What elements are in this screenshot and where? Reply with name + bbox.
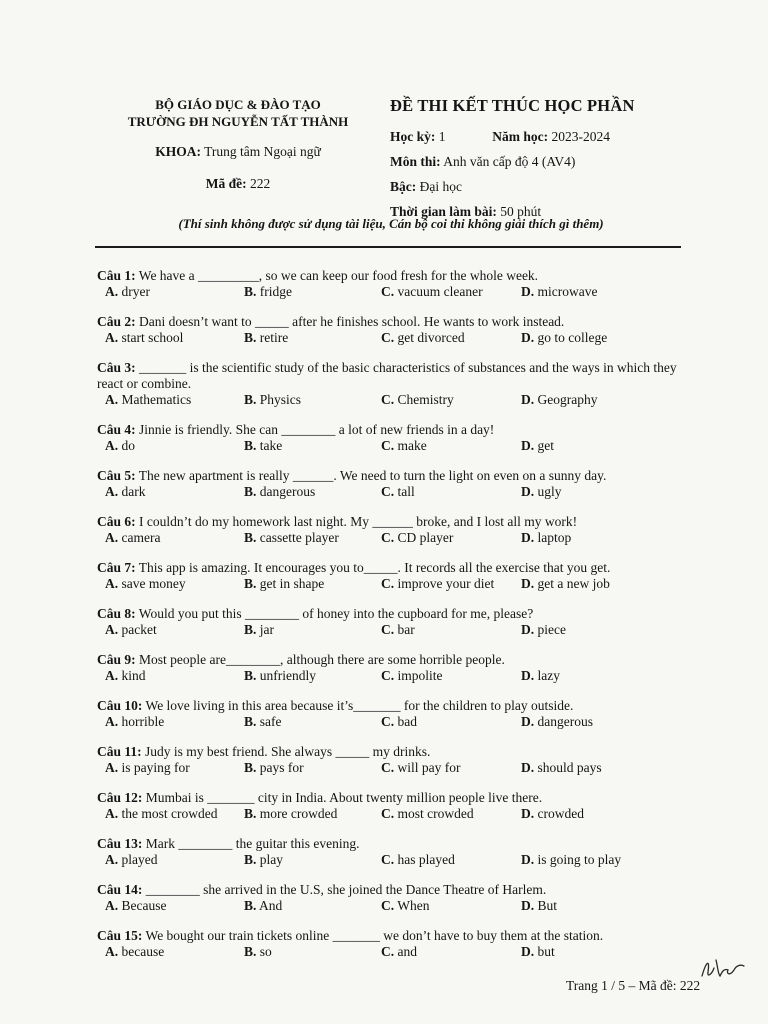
question-number: Câu 4: [97,422,136,437]
answer-option-c[interactable] [381,898,430,914]
answer-option-b[interactable] [244,576,324,592]
question-stem [97,698,697,714]
question-number: Câu 3: [97,360,136,375]
school-year-value: 2023-2024 [551,129,610,144]
question-15 [97,928,697,960]
question-stem [97,928,697,944]
option-text: microwave [534,284,598,299]
option-letter: A. [105,898,119,913]
answer-options [97,898,697,914]
question-text: We bought our train tickets online _______ we don’t have to buy them at the station. [145,928,604,943]
question-13 [97,836,697,868]
option-text: improve your diet [394,576,495,591]
answer-option-b[interactable] [244,330,288,346]
option-letter: C. [381,484,395,499]
option-letter: A. [105,484,119,499]
question-stem [97,468,697,484]
answer-option-c[interactable] [381,392,454,408]
option-text: played [118,852,158,867]
question-number: Câu 11: [97,744,142,759]
option-text: most crowded [394,806,474,821]
option-letter: A. [105,806,119,821]
option-letter: B. [244,438,257,453]
option-text: But [534,898,558,913]
question-number: Câu 12: [97,790,143,805]
option-text: jar [256,622,275,637]
question-stem [97,560,697,576]
option-letter: D. [521,484,535,499]
option-letter: D. [521,438,535,453]
option-letter: D. [521,330,535,345]
option-letter: A. [105,852,119,867]
answer-options [97,484,697,500]
option-text: the most crowded [118,806,218,821]
option-text: laptop [534,530,572,545]
level-label: Bậc: [390,179,417,194]
question-stem [97,422,697,438]
question-text: We have a _________, so we can keep our food fresh for the whole week. [138,268,539,283]
question-text: ________ she arrived in the U.S, she joined the Dance Theatre of Harlem. [145,882,547,897]
option-text: Mathematics [118,392,192,407]
duration-label: Thời gian làm bài: [390,204,497,219]
question-text: Mumbai is _______ city in India. About twenty million people live there. [145,790,543,805]
answer-options [97,622,697,638]
option-letter: B. [244,806,257,821]
option-text: play [256,852,284,867]
option-text: retire [256,330,289,345]
duration-value: 50 phút [500,204,542,219]
question-number: Câu 13: [97,836,143,851]
header-left [118,96,358,192]
question-number: Câu 15: [97,928,143,943]
answer-option-c[interactable] [381,852,455,868]
option-letter: A. [105,392,119,407]
answer-options [97,284,697,300]
answer-option-d[interactable] [521,898,557,914]
question-text: Dani doesn’t want to _____ after he finishes school. He wants to work instead. [139,314,565,329]
option-text: And [256,898,283,913]
question-8 [97,606,697,638]
answer-option-a[interactable] [105,806,217,822]
question-stem [97,882,697,898]
option-text: Physics [256,392,302,407]
answer-option-b[interactable] [244,530,339,546]
question-number: Câu 6: [97,514,136,529]
question-number: Câu 2: [97,314,136,329]
option-text: dangerous [534,714,593,729]
option-text: bad [394,714,417,729]
answer-option-a[interactable] [105,484,146,500]
question-stem [97,314,697,330]
semester-line [390,124,710,149]
answer-option-b[interactable] [244,714,282,730]
option-text: pays for [256,760,304,775]
question-text: The new apartment is really ______. We need to turn the light on even on a sunny day. [138,468,607,483]
option-letter: D. [521,576,535,591]
answer-option-c[interactable] [381,622,415,638]
answer-option-c[interactable] [381,944,417,960]
question-14 [97,882,697,914]
option-text: Geography [534,392,598,407]
question-text: Jinnie is friendly. She can ________ a lot of new friends in a day! [139,422,495,437]
handwritten-initials [698,954,746,982]
option-text: Because [118,898,167,913]
question-stem [97,744,697,760]
option-letter: D. [521,668,535,683]
option-text: unfriendly [256,668,317,683]
option-letter: C. [381,852,395,867]
exam-instructions: (Thí sinh không được sử dụng tài liệu, Cán bộ coi thi không giải thích gì thêm) [178,216,604,231]
option-letter: B. [244,484,257,499]
option-text: make [394,438,427,453]
university-name: TRƯỜNG ĐH NGUYỄN TẤT THÀNH [127,114,349,129]
answer-option-d[interactable] [521,852,621,868]
option-text: cassette player [256,530,339,545]
question-1 [97,268,697,300]
option-letter: B. [244,284,257,299]
answer-options [97,944,697,960]
option-text: do [118,438,135,453]
answer-option-c[interactable] [381,284,483,300]
faculty-line [118,144,358,160]
level-value: Đại học [419,179,462,194]
option-letter: B. [244,898,257,913]
answer-option-c[interactable] [381,760,461,776]
question-number: Câu 14: [97,882,143,897]
question-3 [97,360,697,408]
answer-option-d[interactable] [521,668,560,684]
question-9 [97,652,697,684]
answer-option-a[interactable] [105,576,186,592]
option-text: piece [534,622,566,637]
option-text: crowded [534,806,584,821]
answer-options [97,714,697,730]
option-letter: C. [381,944,395,959]
option-text: take [256,438,283,453]
answer-option-b[interactable] [244,760,304,776]
option-letter: A. [105,944,119,959]
option-text: When [394,898,430,913]
question-number: Câu 1: [97,268,136,283]
answer-option-c[interactable] [381,438,427,454]
answer-option-d[interactable] [521,714,593,730]
header-right [390,96,710,224]
question-4 [97,422,697,454]
option-letter: B. [244,760,257,775]
option-text: fridge [256,284,292,299]
option-letter: C. [381,806,395,821]
answer-option-b[interactable] [244,898,282,914]
option-text: but [534,944,555,959]
answer-options [97,668,697,684]
answer-option-b[interactable] [244,668,316,684]
option-text: packet [118,622,157,637]
option-letter: A. [105,714,119,729]
answer-options [97,530,697,546]
question-stem [97,652,697,668]
question-list [97,268,697,974]
question-stem [97,606,697,622]
answer-option-a[interactable] [105,530,160,546]
faculty-label: KHOA: [155,144,201,159]
option-text: get [534,438,554,453]
header-divider [95,246,681,248]
answer-option-d[interactable] [521,438,554,454]
answer-option-a[interactable] [105,714,164,730]
answer-option-b[interactable] [244,392,301,408]
option-text: get a new job [534,576,610,591]
question-stem [97,514,697,530]
option-text: dark [118,484,146,499]
exam-title: ĐỀ THI KẾT THÚC HỌC PHẦN [390,96,635,115]
option-letter: D. [521,852,535,867]
option-text: impolite [394,668,443,683]
option-letter: B. [244,392,257,407]
subject-line [390,149,710,174]
answer-option-b[interactable] [244,852,283,868]
answer-option-d[interactable] [521,330,607,346]
answer-option-c[interactable] [381,806,474,822]
option-letter: C. [381,714,395,729]
answer-option-b[interactable] [244,806,337,822]
option-letter: A. [105,576,119,591]
option-letter: C. [381,392,395,407]
answer-option-a[interactable] [105,852,158,868]
answer-option-a[interactable] [105,284,150,300]
question-number: Câu 8: [97,606,136,621]
answer-options [97,392,697,408]
question-text: I couldn’t do my homework last night. My ______ broke, and I lost all my work! [139,514,578,529]
option-letter: C. [381,330,395,345]
option-text: horrible [118,714,165,729]
answer-option-b[interactable] [244,284,292,300]
answer-option-d[interactable] [521,284,597,300]
question-stem [97,790,697,806]
answer-option-d[interactable] [521,760,602,776]
option-text: CD player [394,530,454,545]
answer-option-a[interactable] [105,668,146,684]
answer-options [97,806,697,822]
option-text: go to college [534,330,608,345]
option-text: Chemistry [394,392,454,407]
option-letter: D. [521,284,535,299]
answer-option-d[interactable] [521,944,555,960]
option-letter: B. [244,530,257,545]
option-text: dangerous [256,484,316,499]
page-footer: Trang 1 / 5 – Mã đề: 222 [566,978,701,993]
question-10 [97,698,697,730]
answer-option-a[interactable] [105,330,183,346]
option-letter: B. [244,714,257,729]
answer-option-b[interactable] [244,484,315,500]
semester-value: 1 [438,129,446,144]
option-letter: D. [521,898,535,913]
option-letter: B. [244,668,257,683]
option-text: is going to play [534,852,622,867]
option-text: bar [394,622,415,637]
option-letter: A. [105,622,119,637]
option-text: camera [118,530,161,545]
answer-option-c[interactable] [381,668,443,684]
option-letter: C. [381,530,395,545]
option-letter: A. [105,284,119,299]
answer-option-c[interactable] [381,484,415,500]
option-text: and [394,944,417,959]
question-text: _______ is the scientific study of the basic characteristics of substances and the ways in which they react or combine. [97,360,677,391]
option-text: is paying for [118,760,190,775]
question-stem [97,268,697,284]
answer-options [97,438,697,454]
option-letter: D. [521,806,535,821]
option-text: lazy [534,668,560,683]
answer-option-a[interactable] [105,392,191,408]
option-letter: C. [381,576,395,591]
option-text: will pay for [394,760,461,775]
question-number: Câu 5: [97,468,136,483]
option-text: save money [118,576,186,591]
question-11 [97,744,697,776]
option-letter: D. [521,714,535,729]
option-letter: A. [105,438,119,453]
answer-option-a[interactable] [105,944,164,960]
answer-option-b[interactable] [244,944,272,960]
option-letter: A. [105,760,119,775]
exam-code-label: Mã đề: [205,176,247,191]
answer-option-c[interactable] [381,330,465,346]
question-number: Câu 10: [97,698,143,713]
faculty-value: Trung tâm Ngoại ngữ [204,144,321,159]
option-text: ugly [534,484,562,499]
option-text: kind [118,668,146,683]
option-text: should pays [534,760,602,775]
question-text: Judy is my best friend. She always _____ my drinks. [145,744,431,759]
question-12 [97,790,697,822]
option-text: get in shape [256,576,325,591]
answer-options [97,576,697,592]
question-2 [97,314,697,346]
option-text: safe [256,714,282,729]
option-text: get divorced [394,330,465,345]
answer-option-a[interactable] [105,760,190,776]
answer-option-d[interactable] [521,622,566,638]
option-text: start school [118,330,184,345]
option-letter: D. [521,760,535,775]
question-text: This app is amazing. It encourages you to_____. It records all the exercise that you get. [138,560,611,575]
semester-label: Học kỳ: [390,129,436,144]
subject-value: Anh văn cấp độ 4 (AV4) [443,154,576,169]
option-text: so [256,944,272,959]
option-letter: C. [381,622,395,637]
question-text: Would you put this ________ of honey into the cupboard for me, please? [138,606,534,621]
option-letter: B. [244,852,257,867]
school-year-label: Năm học: [492,129,549,144]
question-number: Câu 9: [97,652,136,667]
option-letter: C. [381,668,395,683]
answer-option-a[interactable] [105,622,157,638]
answer-option-a[interactable] [105,438,135,454]
option-letter: C. [381,284,395,299]
option-text: has played [394,852,455,867]
option-letter: D. [521,530,535,545]
question-7 [97,560,697,592]
option-letter: D. [521,944,535,959]
option-letter: C. [381,438,395,453]
option-letter: A. [105,530,119,545]
question-5 [97,468,697,500]
option-letter: B. [244,576,257,591]
question-text: Most people are________, although there are some horrible people. [139,652,505,667]
option-letter: C. [381,760,395,775]
question-text: We love living in this area because it’s_______ for the children to play outside. [145,698,574,713]
option-letter: D. [521,392,535,407]
option-letter: A. [105,330,119,345]
answer-option-c[interactable] [381,576,494,592]
answer-option-c[interactable] [381,714,417,730]
option-letter: D. [521,622,535,637]
answer-option-a[interactable] [105,898,166,914]
answer-option-d[interactable] [521,484,562,500]
question-6 [97,514,697,546]
answer-option-c[interactable] [381,530,453,546]
option-text: tall [394,484,415,499]
level-line [390,174,710,199]
option-text: dryer [118,284,150,299]
question-text: Mark ________ the guitar this evening. [145,836,360,851]
option-text: more crowded [256,806,338,821]
option-letter: B. [244,944,257,959]
answer-option-d[interactable] [521,530,571,546]
subject-label: Môn thi: [390,154,441,169]
ministry-name: BỘ GIÁO DỤC & ĐÀO TẠO [155,97,321,112]
answer-options [97,852,697,868]
option-letter: A. [105,668,119,683]
answer-option-d[interactable] [521,392,597,408]
option-text: vacuum cleaner [394,284,483,299]
answer-options [97,330,697,346]
option-letter: B. [244,330,257,345]
answer-options [97,760,697,776]
exam-code-line [118,176,358,192]
question-stem [97,836,697,852]
answer-option-b[interactable] [244,438,282,454]
option-letter: C. [381,898,395,913]
option-text: because [118,944,165,959]
question-stem [97,360,697,392]
question-number: Câu 7: [97,560,136,575]
option-letter: B. [244,622,257,637]
answer-option-b[interactable] [244,622,274,638]
answer-option-d[interactable] [521,576,610,592]
exam-code-value: 222 [250,176,271,191]
answer-option-d[interactable] [521,806,584,822]
